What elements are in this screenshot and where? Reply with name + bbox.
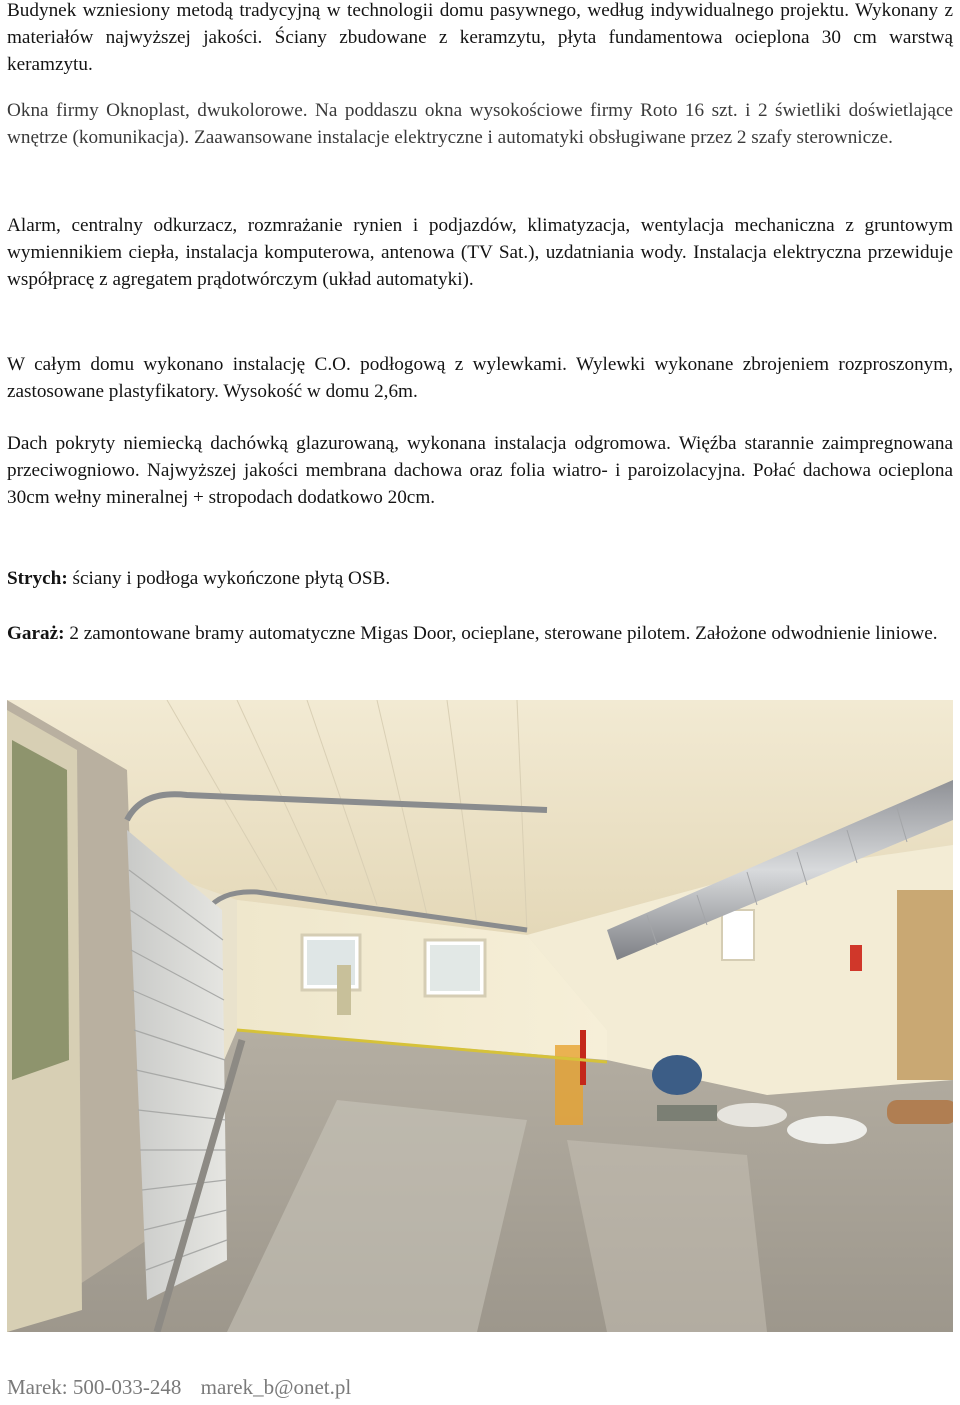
paragraph-building xyxy=(7,0,953,78)
garage-photo xyxy=(7,700,953,1332)
garage-photo-illustration xyxy=(7,700,953,1332)
paragraph-attic xyxy=(7,565,953,592)
paragraph-co-heating-span: W całym domu wykonano instalację C.O. podłogową z wylewkami. Wylewki wykonane zbrojeniem rozproszonym, zastosowane plastyfikatory. Wysokość w domu 2,6m. xyxy=(7,354,953,402)
paragraph-generator-text: Instalacja elektryczna przewiduje współpracę z agregatem prądotwórczym (układ automatyki). xyxy=(7,242,954,290)
footer-phone: Marek: 500-033-248 xyxy=(7,1375,182,1399)
paragraph-garage xyxy=(7,620,953,647)
attic-text: ściany i podłoga wykończone płytą OSB. xyxy=(67,568,391,589)
attic-label: Strych: xyxy=(7,568,68,589)
footer-contact xyxy=(7,1375,365,1400)
footer-email: marek_b@onet.pl xyxy=(200,1375,352,1399)
paragraph-systems-text: Alarm, centralny odkurzacz, rozmrażanie rynien i podjazdów, klimatyzacja, wentylacja mechaniczna z gruntowym wymiennikiem ciepła, instalacja komputerowa, antenowa (TV Sat.), uzdatniania wody. xyxy=(7,215,953,263)
paragraph-co-heating-text xyxy=(7,351,953,405)
garage-text: 2 zamontowane bramy automatyczne Migas Door, ocieplane, sterowane pilotem. Założone odwodnienie liniowe. xyxy=(64,623,938,644)
paragraph-building-text: Budynek wzniesiony metodą tradycyjną w technologii domu pasywnego, według indywidualnego projektu. Wykonany z materiałów najwyższej jakości. Ściany zbudowane z keramzytu, płyta fundamentowa ocieplona 30 cm warstwą keramzytu. xyxy=(7,0,953,75)
paragraph-installations-text: Zaawansowane instalacje elektryczne i automatyki obsługiwane przez 2 szafy sterownicze. xyxy=(189,127,893,148)
paragraph-windows xyxy=(7,97,953,151)
paragraph-windows-text: Okna firmy Oknoplast, dwukolorowe. Na poddaszu okna wysokościowe firmy Roto 16 szt. i 2 świetliki doświetlające wnętrze (komunikacja). xyxy=(7,100,953,148)
paragraph-roof-text: Dach pokryty niemiecką dachówką glazurowaną, wykonana instalacja odgromowa. Więźba starannie zaimpregnowana przeciwogniowo. Najwyższej jakości membrana dachowa oraz folia wiatro- i paroizolacyjna. Połać dachowa ocieplona 30cm wełny mineralnej + stropodach dodatkowo 20cm. xyxy=(7,433,953,508)
paragraph-systems xyxy=(7,212,953,293)
paragraph-roof xyxy=(7,430,953,511)
garage-label: Garaż: xyxy=(7,623,65,644)
